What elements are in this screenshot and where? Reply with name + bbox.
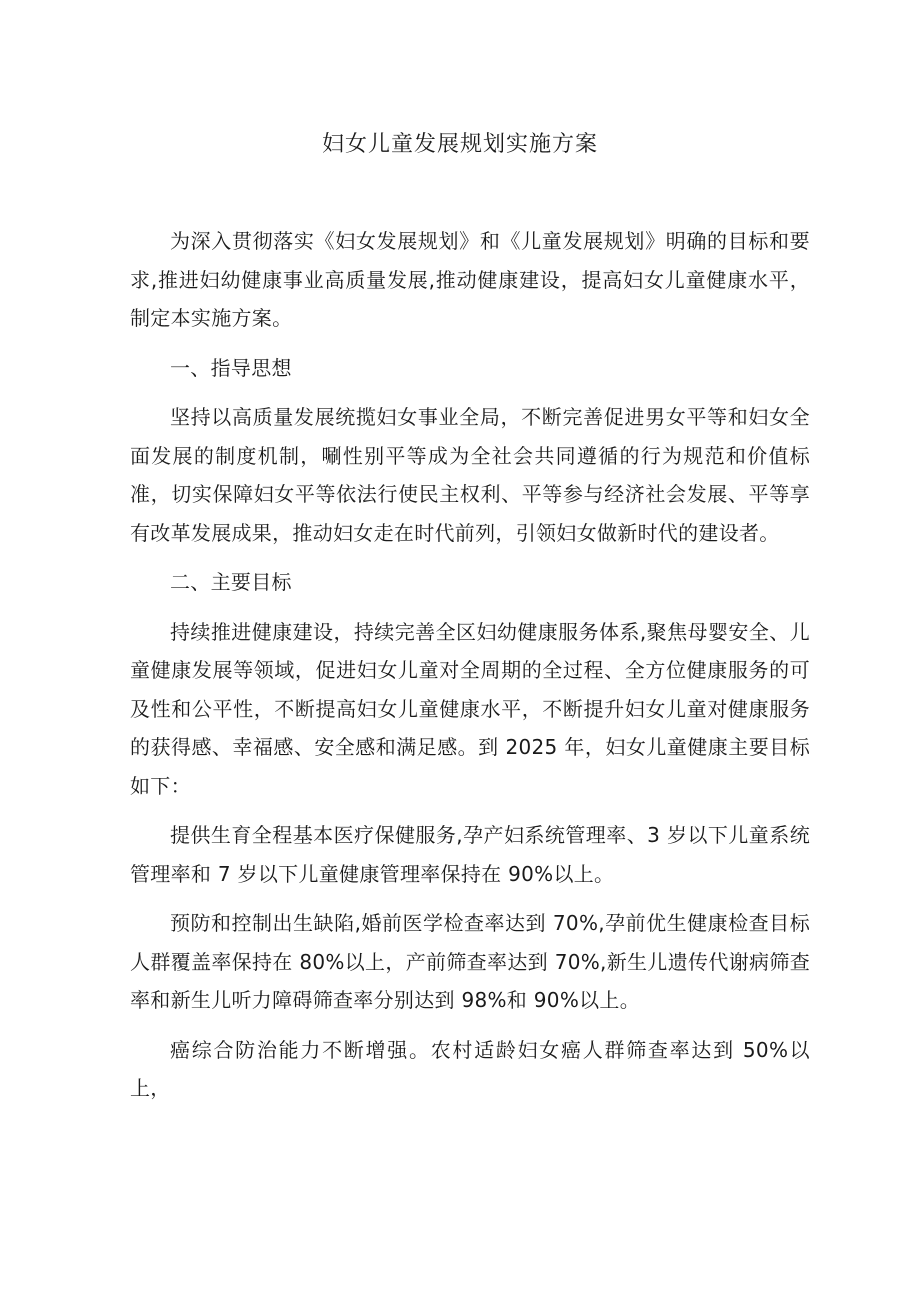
guiding-ideology-paragraph: 坚持以高质量发展统揽妇女事业全局，不断完善促进男女平等和妇女全面发展的制度机制，唰性别平等成为全社会共同遵循的行为规范和价值标准，切实保障妇女平等依法行使民主权利、平等参与经济社会发展、平等享有改革发展成果，推动妇女走在时代前列，引领妇女做新时代的建设者。 [130, 405, 810, 545]
goal-maternal-child-management-paragraph: 提供生育全程基本医疗保健服务,孕产妇系统管理率、3 岁以下儿童系统管理率和 7 岁以下儿童健康管理率保持在 90%以上。 [130, 823, 810, 886]
document-title: 妇女儿童发展规划实施方案 [321, 132, 598, 157]
section-heading-guiding-ideology: 一、指导思想 [170, 355, 292, 380]
goal-birth-defect-prevention-paragraph: 预防和控制出生缺陷,婚前医学检查率达到 70%,孕前优生健康检查目标人群覆盖率保持在 80%以上，产前筛查率达到 70%,新生儿遗传代谢病筛查率和新生儿听力障碍筛查率分别达到 98%和 90%以上。 [130, 911, 810, 1012]
section-heading-main-goals: 二、主要目标 [170, 570, 292, 594]
main-goals-paragraph: 持续推进健康建设，持续完善全区妇幼健康服务体系,聚焦母婴安全、儿童健康发展等领域，促进妇女儿童对全周期的全过程、全方位健康服务的可及性和公平性，不断提高妇女儿童健康水平，不断提升妇女儿童对健康服务的获得感、幸福感、安全感和满足感。到 2025 年，妇女儿童健康主要目标如下： [130, 619, 810, 798]
document-body [130, 222, 810, 1108]
intro-paragraph: 为深入贯彻落实《妇女发展规划》和《儿童发展规划》明确的目标和要求,推进妇幼健康事业高质量发展,推动健康建设，提高妇女儿童健康水平，制定本实施方案。 [130, 229, 810, 330]
goal-cancer-prevention-paragraph: 癌综合防治能力不断增强。农村适龄妇女癌人群筛查率达到 50%以上， [130, 1037, 810, 1100]
